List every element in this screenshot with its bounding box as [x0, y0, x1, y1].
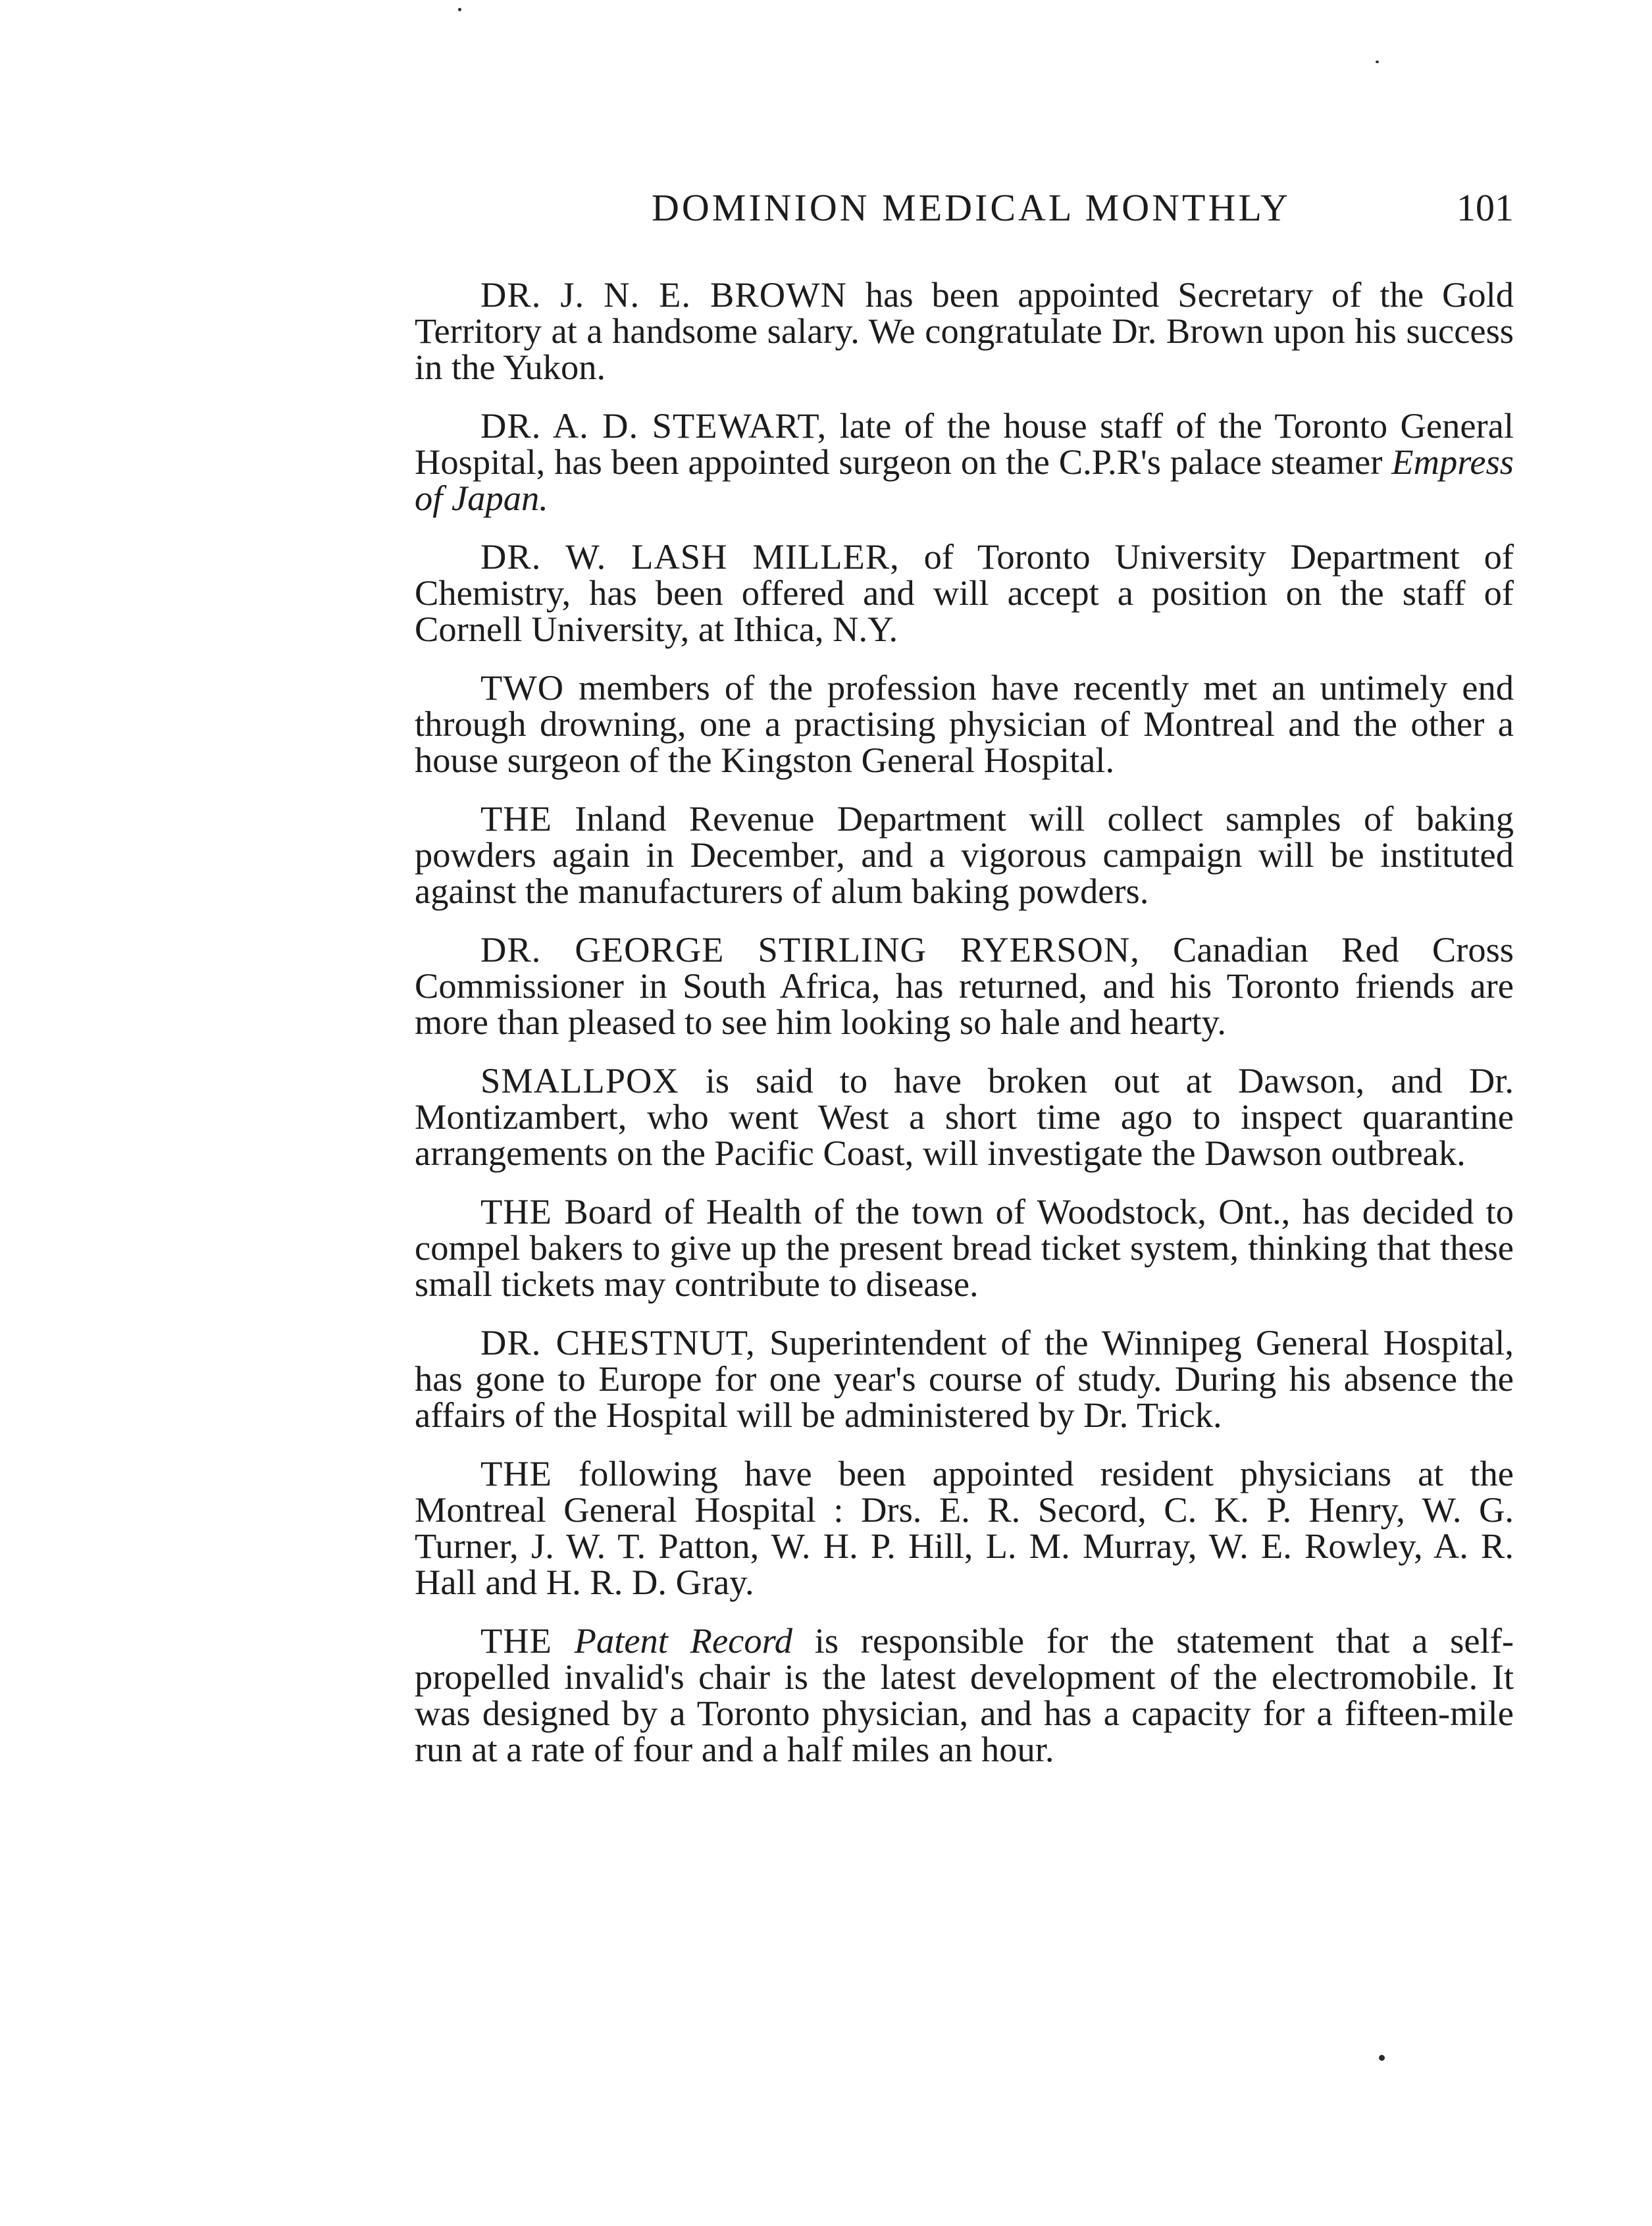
item-text: late of the house staff of the Toronto General Hospital, has been appointed surgeon on the C.P.R's palace steamer — [415, 405, 1514, 482]
ink-speck-right — [1376, 61, 1379, 63]
news-item-inland-revenue — [415, 800, 1514, 909]
news-item-smallpox — [415, 1062, 1514, 1171]
item-text: of Toronto University Department of Chemistry, has been offered and will accept a position on the staff of Cornell University, at Ithica, N.Y. — [415, 536, 1514, 649]
news-item-woodstock — [415, 1193, 1514, 1302]
item-text: members of the profession have recently met an untimely end through drowning, one a practising physician of Montreal and the other a house surgeon of the Kingston General Hospital. — [415, 667, 1514, 780]
news-item-drowning — [415, 669, 1514, 778]
ship-name: Empress of Japan. — [415, 442, 1514, 518]
item-lead: DR. GEORGE STIRLING RYERSON, — [480, 929, 1140, 970]
item-text: is said to have broken out at Dawson, and Dr. Montizambert, who went West a short time ago to inspect quarantine arrangements on the Pacific Coast, will investigate the Dawson outbreak. — [415, 1060, 1514, 1173]
item-lead: SMALLPOX — [480, 1060, 679, 1100]
item-text: Canadian Red Cross Commissioner in South Africa, has returned, and his Toronto friends are more than pleased to see him looking so hale and hearty. — [415, 929, 1514, 1042]
item-lead: THE — [480, 798, 552, 839]
item-lead: THE — [480, 1453, 552, 1493]
news-item-montreal-residents — [415, 1455, 1514, 1600]
news-item-chestnut — [415, 1324, 1514, 1433]
article-body — [415, 276, 1514, 1790]
ink-speck-bottom — [1379, 2055, 1385, 2061]
item-text-tail: is responsible for the statement that a self-propelled invalid's chair is the latest development of the electromobile. It was designed by a Toronto physician, and has a capacity for a fifteen-mile run at a rate of four and a half miles an hour. — [415, 1620, 1514, 1769]
news-item-stewart — [415, 407, 1514, 516]
item-text — [552, 1620, 575, 1661]
news-item-brown — [415, 276, 1514, 385]
item-text: Board of Health of the town of Woodstock, Ont., has decided to compel bakers to give up the present bread ticket system, thinking that these small tickets may contribute to disease. — [415, 1191, 1514, 1304]
item-lead: DR. CHESTNUT, — [480, 1322, 756, 1362]
item-lead: THE — [480, 1620, 552, 1661]
item-text: has been appointed Secretary of the Gold Territory at a handsome salary. We congratulate Dr. Brown upon his success in the Yukon. — [415, 274, 1514, 387]
item-lead: DR. J. N. E. BROWN — [480, 274, 847, 315]
item-text: Superintendent of the Winnipeg General Hospital, has gone to Europe for one year's course of study. During his absence the affairs of the Hospital will be administered by Dr. Trick. — [415, 1322, 1514, 1435]
news-item-invalid-chair — [415, 1622, 1514, 1767]
page-header — [454, 186, 1514, 238]
running-title: DOMINION MEDICAL MONTHLY — [652, 186, 1291, 229]
item-text: following have been appointed resident physicians at the Montreal General Hospital : Drs. E. R. Secord, C. K. P. Henry, W. G. Turner, J. W. T. Patton, W. H. P. Hill, L. M. Murray, W. E. Rowley, A. R. Hall and H. R. D. Gray. — [415, 1453, 1514, 1602]
item-text: Inland Revenue Department will collect samples of baking powders again in December, and a vigorous campaign will be instituted against the manufacturers of alum baking powders. — [415, 798, 1514, 911]
ink-speck-top — [458, 8, 461, 11]
page-number: 101 — [1457, 186, 1514, 229]
item-lead: DR. W. LASH MILLER, — [480, 536, 900, 577]
publication-name: Patent Record — [574, 1620, 793, 1661]
news-item-miller — [415, 538, 1514, 647]
item-lead: TWO — [480, 667, 565, 708]
item-lead: DR. A. D. STEWART, — [480, 405, 827, 446]
item-lead: THE — [480, 1191, 552, 1231]
news-item-ryerson — [415, 931, 1514, 1040]
